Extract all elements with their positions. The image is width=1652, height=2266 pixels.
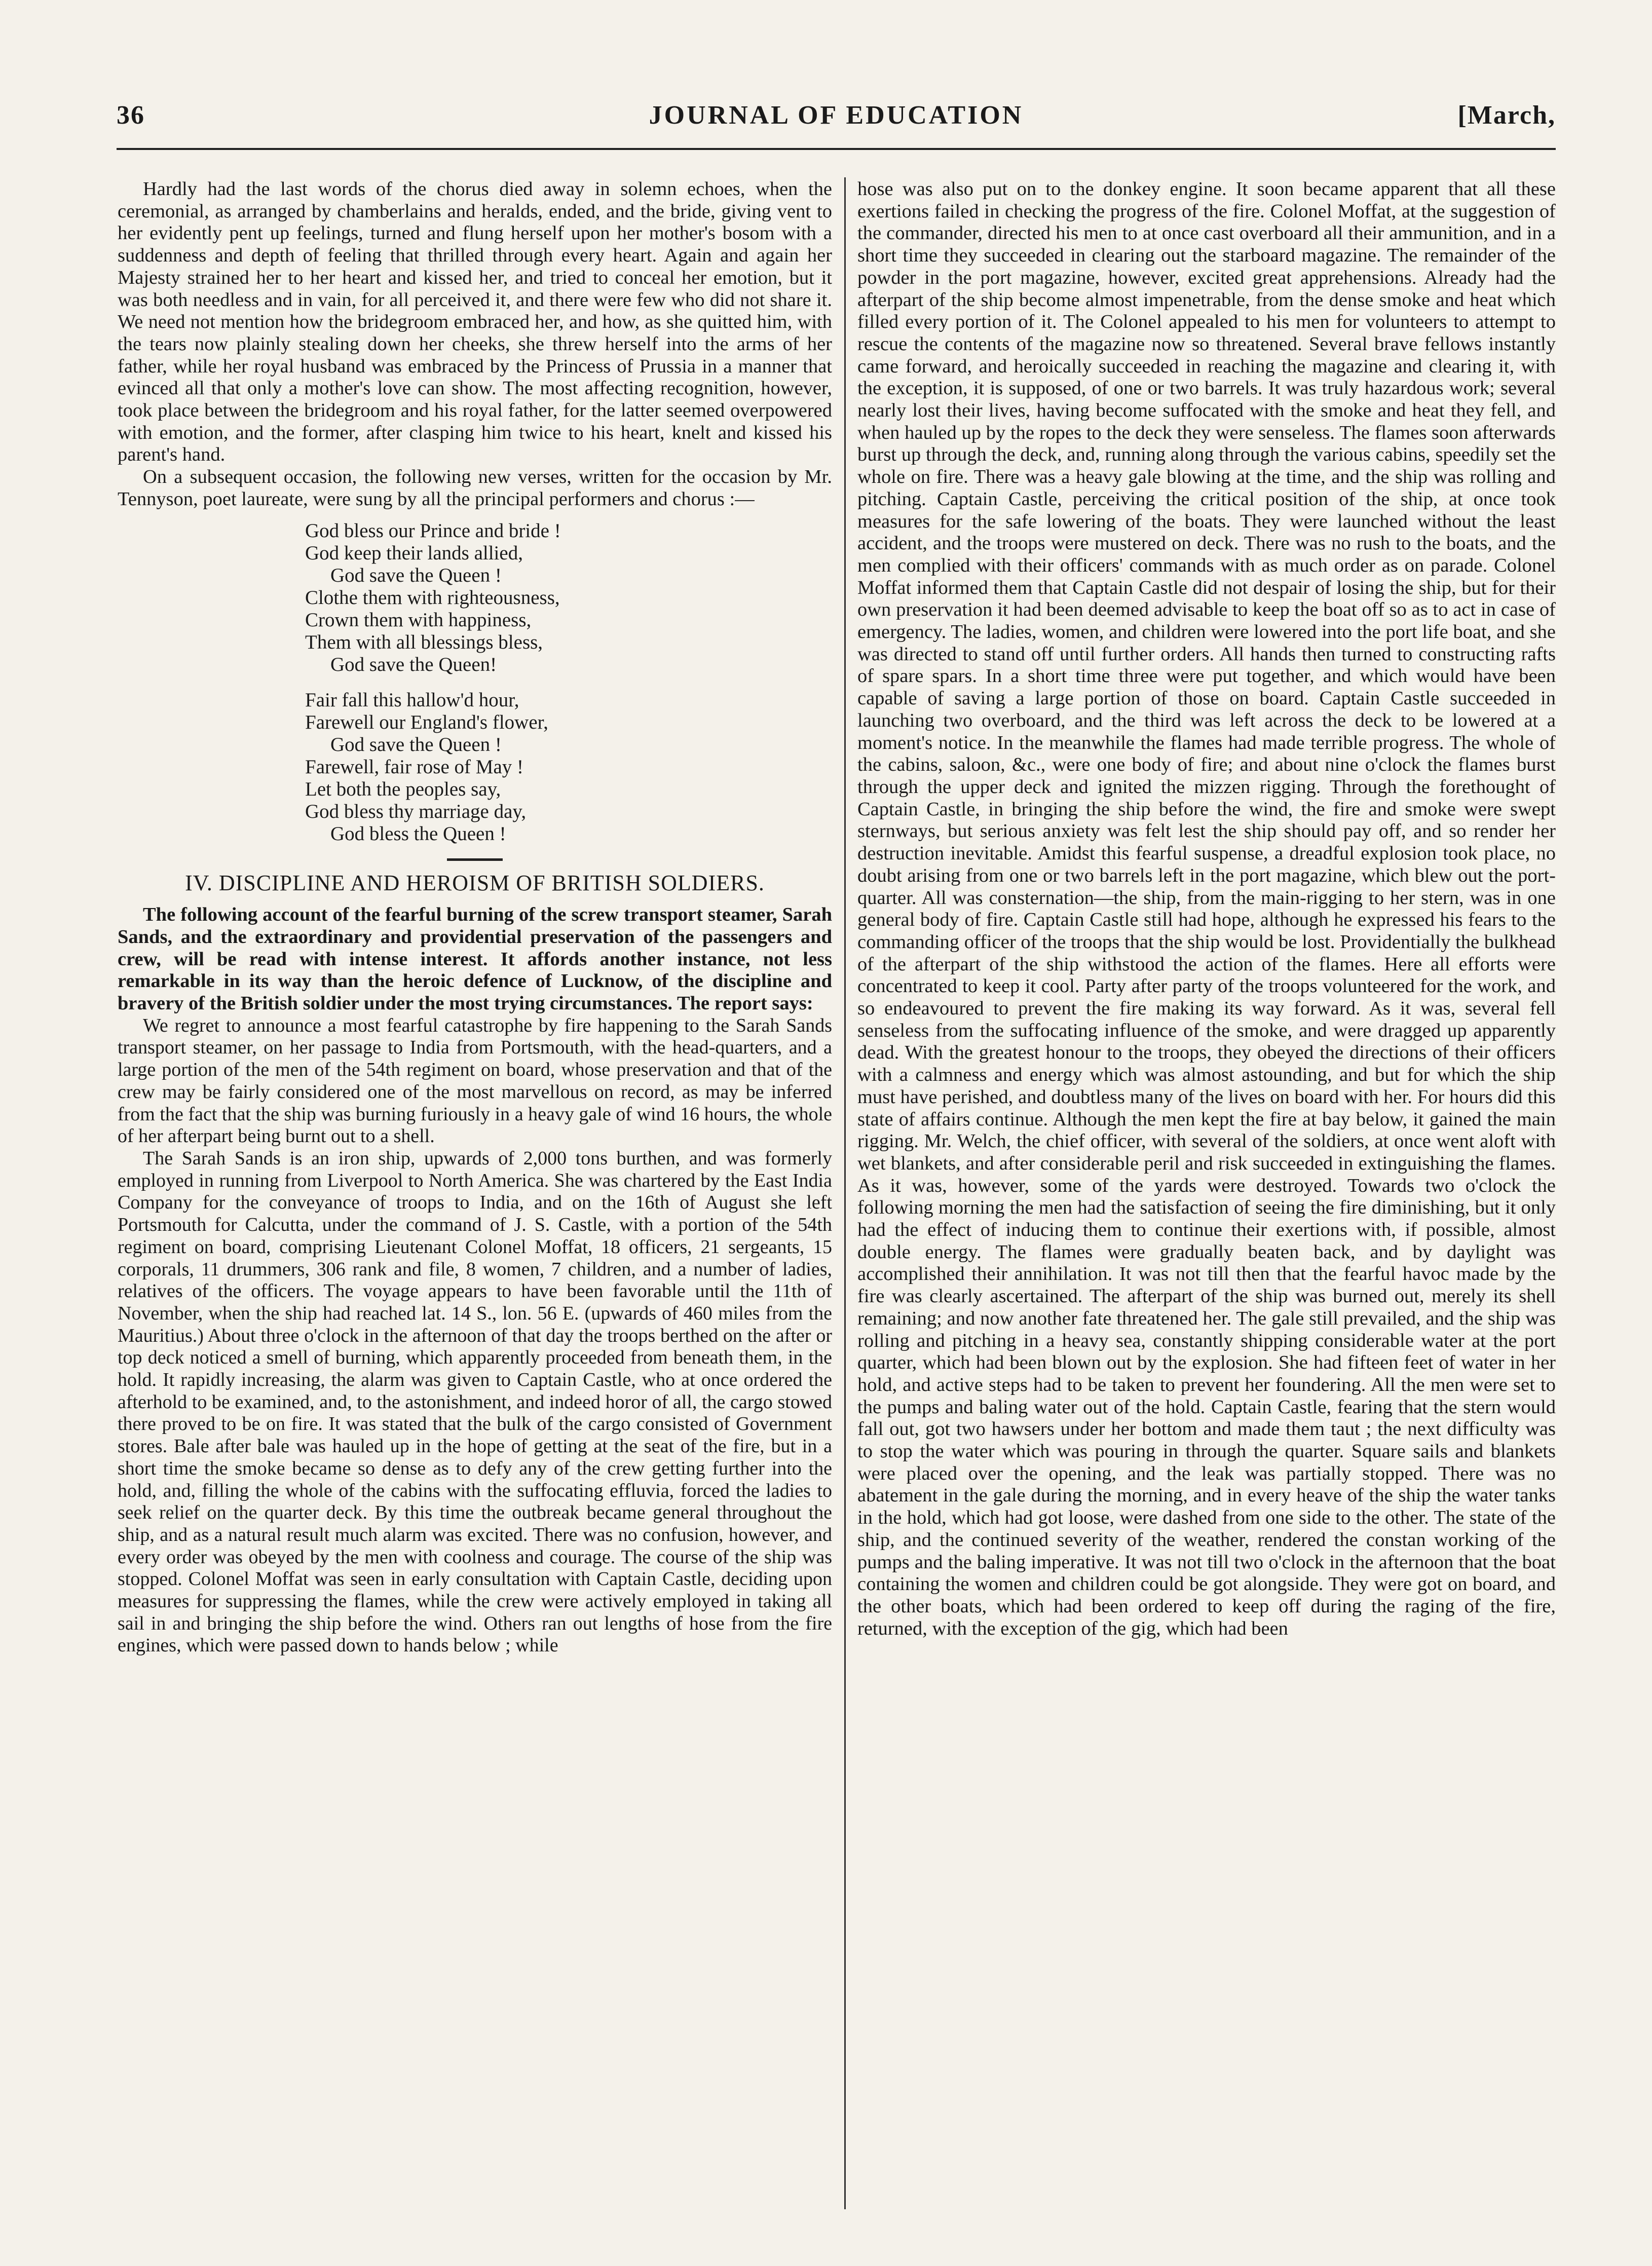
section-heading: IV. DISCIPLINE AND HEROISM OF BRITISH SOLDIERS. (185, 870, 765, 895)
paragraph-report-continued: hose was also put on to the donkey engine. It soon became apparent that all these exertions failed in checking the progress of the fire. Colonel Moffat, at the suggestion of the commander, directed his men to at once cast overboard all their ammunition, and in a short time they succeeded in clearing out the starboard magazine. The remainder of the powder in the port magazine, however, excited great apprehensions. Already had the afterpart of the ship become almost impenetrable, from the dense smoke and heat which filled every portion of it. The Colonel appealed to his men for volunteers to attempt to rescue the contents of the magazine now so threatened. Several brave fellows instantly came forward, and heroically succeeded in reaching the magazine and clearing it, with the exception, it is supposed, of one or two barrels. It was truly hazardous work; several nearly lost their lives, having become suffocated with the smoke and heat they fell, and when hauled up by the ropes to the deck they were senseless. The flames soon afterwards burst up through the deck, and, running along through the various cabins, speedily set the whole on fire. There was a heavy gale blowing at the time, and the ship was rolling and pitching. Captain Castle, perceiving the critical position of the ship, at once took measures for the safe lowering of the boats. They were launched without the least accident, and the troops were mustered on deck. There was no rush to the boats, and the men complied with their officers' commands with as much order as on parade. Colonel Moffat informed them that Captain Castle did not despair of losing the ship, but for their own preservation it had been deemed advisable to keep the boat off so as to act in case of emergency. The ladies, women, and children were lowered into the port life boat, and she was directed to stand off until further orders. All hands then turned to constructing rafts of spare spars. In a short time three were put together, and which would have been capable of saving a large portion of those on board. Captain Castle succeeded in launching two overboard, and the third was left across the deck to be lowered at a moment's notice. In the meanwhile the flames had made terrible progress. The whole of the cabins, saloon, &c., were one body of fire; and about nine o'clock the flames burst through the upper deck and ignited the mizzen rigging. Through the forethought of Captain Castle, in bringing the ship before the wind, the fire and smoke were swept sternways, but serious anxiety was felt lest the ship should pay off, and so render her destruction inevitable. Amidst this fearful suspense, a dreadful explosion took place, no doubt arising from one or two barrels left in the port magazine, which blew out the port-quarter. All was consternation—the ship, from the main-rigging to her stern, was in one general body of fire. Captain Castle still had hope, although he expressed his fears to the commanding officer of the troops that the ship would be lost. Providentially the bulkhead of the afterpart of the ship withstood the action of the flames. Here all efforts were concentrated to keep it cool. Party after party of the troops volunteered for the work, and so endeavoured to prevent the fire making its way forward. As it was, several fell senseless from the suffocating influence of the smoke, and were dragged up apparently dead. With the greatest honour to the troops, they obeyed the directions of their officers with a calmness and energy which was almost astounding, and but for which the ship must have perished, and doubtless many of the lives on board with her. For hours did this state of affairs continue. Although the men kept the fire at bay below, it gained the main rigging. Mr. Welch, the chief officer, with several of the soldiers, at once went aloft with wet blankets, and after considerable peril and risk succeeded in extinguishing the flames. As it was, however, some of the yards were destroyed. Towards two o'clock the following morning the men had the satisfaction of seeing the fire diminishing, but it only had the effect of inducing them to continue their exertions with, if possible, almost double energy. The flames were gradually beaten back, and by daylight was accomplished their annihilation. It was not till then that the fearful havoc made by the fire was clearly ascertained. The afterpart of the ship was burned out, merely its shell remaining; and now another fate threatened her. The gale still prevailed, and the ship was rolling and pitching in a heavy sea, constantly shipping considerable water at the port quarter, which had been blown out by the explosion. She had fifteen feet of water in her hold, and active steps had to be taken to prevent her foundering. All the men were set to the pumps and baling water out of the hold. Captain Castle, fearing that the stern would fall out, got two hawsers under her bottom and made them taut ; the next difficulty was to stop the water which was pouring in through the quarter. Square sails and blankets were placed over the opening, and the leak was partially stopped. There was no abatement in the gale during the morning, and in every heave of the ship the water tanks in the hold, which had got loose, were dashed from one side to the other. The state of the ship, and the continued severity of the weather, rendered the constan working of the pumps and the baling imperative. It was not till two o'clock in the afternoon that the boat containing the women and children could be got alongside. They were got on board, and the other boats, which had been ordered to keep off during the raging of the fire, returned, with the exception of the gig, which had been (857, 178, 1556, 1639)
journal-title: JOURNAL OF EDUCATION (649, 101, 1024, 130)
right-column (857, 178, 1556, 1640)
poem-line: God keep their lands allied, (305, 542, 523, 564)
poem-line: God bless our Prince and bride ! (305, 519, 561, 542)
poem-line: Farewell, fair rose of May ! (305, 756, 523, 778)
poem-line: God save the Queen! (330, 653, 497, 675)
poem-line: God save the Queen ! (330, 733, 502, 756)
header-month: [March, (1457, 101, 1556, 130)
paragraph-verses-intro: On a subsequent occasion, the following new verses, written for the occasion by Mr. Tennyson, poet laureate, were sung by all the principal performers and chorus :— (118, 466, 832, 510)
poem-line: Farewell our England's flower, (305, 711, 548, 733)
poem-line: Fair fall this hallow'd hour, (305, 689, 519, 711)
page-number: 36 (117, 101, 145, 130)
column-divider (844, 177, 846, 2209)
paragraph-report-2: The Sarah Sands is an iron ship, upwards of 2,000 tons burthen, and was formerly employed in running from Liverpool to North America. She was chartered by the East India Company for the conveyance of troops to India, and on the 16th of August she left Portsmouth for Calcutta, under the command of J. S. Castle, with a portion of the 54th regiment on board, comprising Lieutenant Colonel Moffat, 18 officers, 21 sergeants, 15 corporals, 11 drummers, 306 rank and file, 8 women, 7 children, and a number of ladies, relatives of the officers. The voyage appears to have been favorable until the 11th of November, when the ship had reached lat. 14 S., lon. 56 E. (upwards of 460 miles from the Mauritius.) About three o'clock in the afternoon of that day the troops berthed on the after or top deck noticed a smell of burning, which apparently proceeded from beneath them, in the hold. It rapidly increasing, the alarm was given to Captain Castle, who at once ordered the afterhold to be examined, and, to the astonishment, and indeed horor of all, the cargo stowed there proved to be on fire. It was stated that the bulk of the cargo consisted of Government stores. Bale after bale was hauled up in the hope of getting at the seat of the fire, but in a short time the smoke became so dense as to defy any of the crew getting further into the hold, and, filling the whole of the cabins with the suffocating effluvia, forced the ladies to seek relief on the quarter deck. By this time the outbreak became general throughout the ship, and as a natural result much alarm was excited. There was no confusion, however, and every order was obeyed by the men with coolness and courage. The course of the ship was stopped. Colonel Moffat was seen in early consultation with Captain Castle, deciding upon measures for suppressing the flames, while the crew were actively employed in taking all sail in and bringing the ship before the wind. Others ran out lengths of hose from the fire engines, which were passed down to hands below ; while (118, 1147, 832, 1656)
poem-line: Crown them with happiness, (305, 609, 532, 631)
section-separator (447, 858, 503, 861)
poem-stanza-2 (305, 689, 832, 845)
poem-line: God bless the Queen ! (330, 822, 506, 845)
poem-stanza-1 (305, 520, 832, 676)
paragraph-report-1: We regret to announce a most fearful catastrophe by fire happening to the Sarah Sands transport steamer, on her passage to India from Portsmouth, with the head-quarters, and a large portion of the men of the 54th regiment on board, whose preservation and that of the crew may be fairly considered one of the most marvellous on record, as may be inferred from the fact that the ship was burning furiously in a heavy gale of wind 16 hours, the whole of her afterpart being burnt out to a shell. (118, 1014, 832, 1147)
running-header (117, 100, 1556, 141)
poem (305, 520, 832, 845)
header-rule (117, 148, 1556, 150)
poem-line: God bless thy marriage day, (305, 800, 527, 822)
poem-line: God save the Queen ! (330, 564, 502, 586)
paragraph-wedding: Hardly had the last words of the chorus died away in solemn echoes, when the ceremonial, as arranged by chamberlains and heralds, ended, and the bride, giving vent to her evidently pent up feelings, turned and flung herself upon her mother's bosom with a suddenness and depth of feeling that thrilled through every heart. Again and again her Majesty strained her to her heart and kissed her, and tried to conceal her emotion, but it was both needless and in vain, for all perceived it, and there were few who did not share it. We need not mention how the bridegroom embraced her, and how, as she quitted him, with the tears now plainly stealing down her cheeks, she threw herself into the arms of her father, while her royal husband was embraced by the Princess of Prussia in a manner that evinced all that only a mother's love can show. The most affecting recognition, however, took place between the bridegroom and his royal father, for the latter seemed overpowered with emotion, and the former, after clasping him twice to his heart, knelt and kissed his parent's hand. (118, 178, 832, 466)
paragraph-intro: The following account of the fearful burning of the screw transport steamer, Sarah Sands, and the extraordinary and providential preservation of the passengers and crew, will be read with intense interest. It affords another instance, not less remarkable in its way than the heroic defence of Lucknow, of the discipline and bravery of the British soldier under the most trying circumstances. The report says: (118, 904, 832, 1014)
poem-line: Let both the peoples say, (305, 778, 501, 800)
poem-line: Clothe them with righteousness, (305, 586, 560, 609)
left-column (118, 178, 832, 1657)
poem-line: Them with all blessings bless, (305, 631, 543, 653)
